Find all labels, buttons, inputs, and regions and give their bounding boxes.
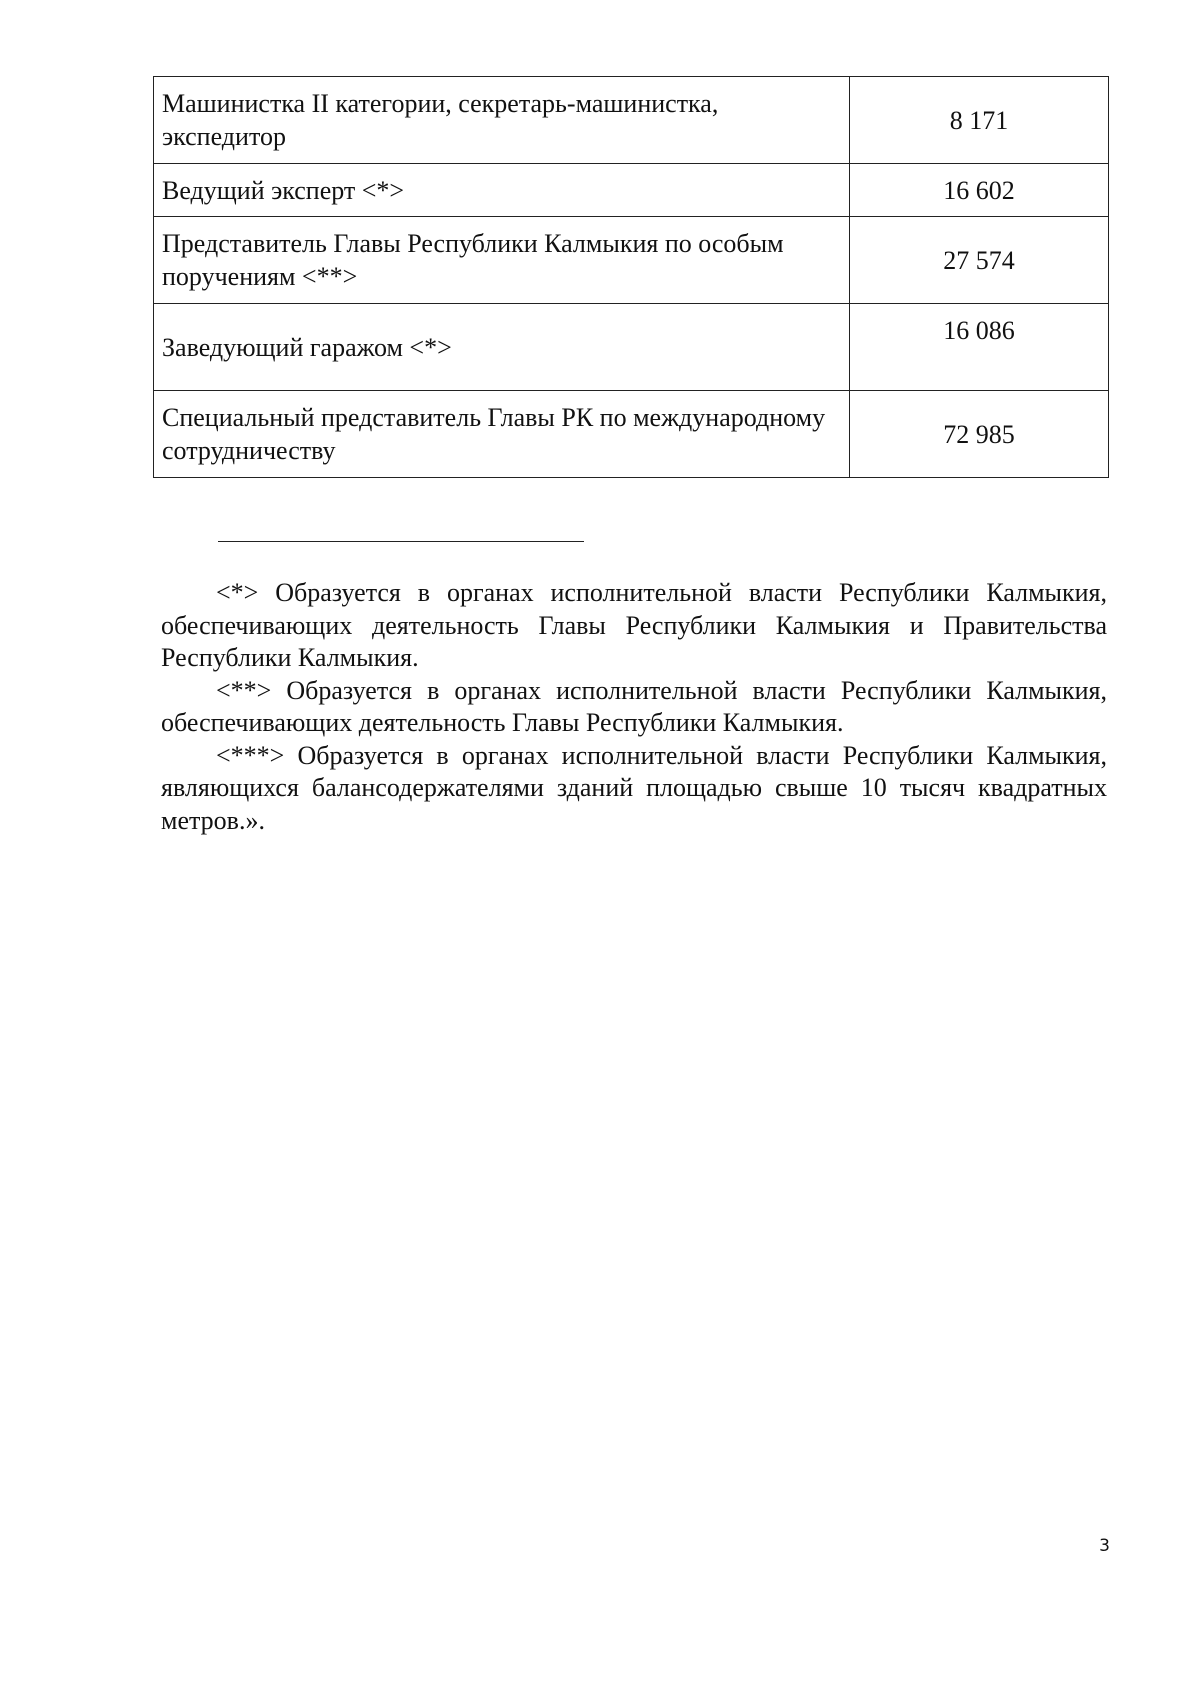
page-number: 3: [1099, 1536, 1110, 1556]
position-cell: Заведующий гаражом <*>: [154, 304, 850, 391]
position-cell: Специальный представитель Главы РК по международному сотрудничеству: [154, 391, 850, 478]
table-row: [154, 391, 1109, 478]
salary-cell: 8 171: [850, 77, 1109, 164]
salary-cell: 16 602: [850, 164, 1109, 217]
salary-table: [153, 76, 1109, 478]
footnote-double-asterisk: <**> Образуется в органах исполнительной власти Республики Калмыкия, обеспечивающих деятельность Главы Республики Калмыкия.: [161, 675, 1107, 737]
footnote-divider: [218, 541, 584, 542]
position-cell: Машинистка II категории, секретарь-машинистка, экспедитор: [154, 77, 850, 164]
table-row: [154, 164, 1109, 217]
footnotes: [161, 577, 1107, 837]
footnote-triple-asterisk: <***> Образуется в органах исполнительной власти Республики Калмыкия, являющихся балансодержателями зданий площадью свыше 10 тысяч квадратных метров.».: [161, 740, 1107, 835]
footnote-single-asterisk: <*> Образуется в органах исполнительной власти Республики Калмыкия, обеспечивающих деятельность Главы Республики Калмыкия и Правительства Республики Калмыкия.: [161, 578, 1107, 672]
table-row: [154, 217, 1109, 304]
salary-cell: 72 985: [850, 391, 1109, 478]
position-cell: Представитель Главы Республики Калмыкия по особым поручениям <**>: [154, 217, 850, 304]
table-row: [154, 77, 1109, 164]
salary-cell: 27 574: [850, 217, 1109, 304]
table-row: [154, 304, 1109, 391]
position-cell: Ведущий эксперт <*>: [154, 164, 850, 217]
salary-cell: 16 086: [850, 304, 1109, 391]
